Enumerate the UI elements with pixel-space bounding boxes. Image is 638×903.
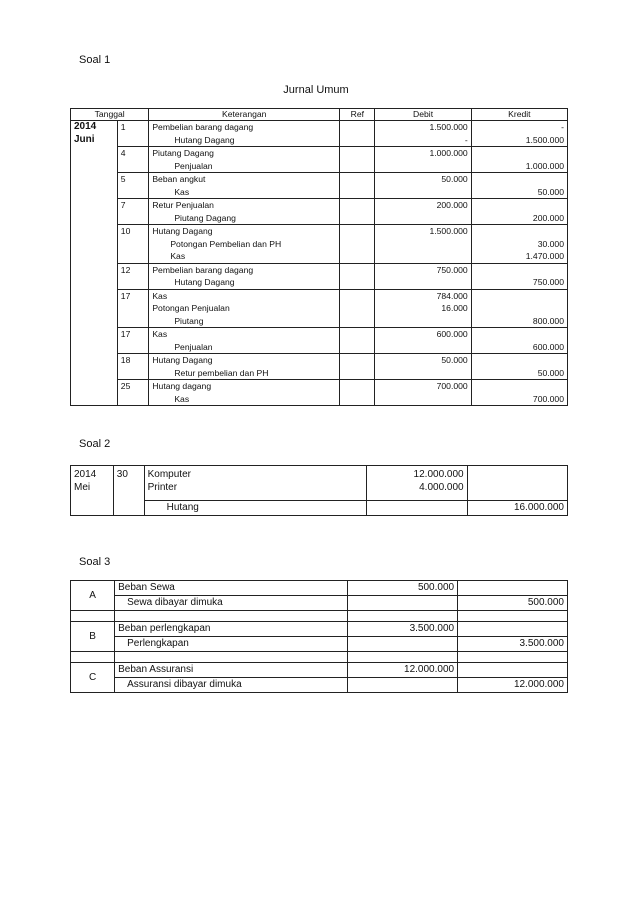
journal-year: 2014 (74, 121, 97, 132)
journal-line-debit (378, 212, 467, 225)
journal-ref (340, 263, 375, 289)
journal-line-text: Hutang dagang (152, 381, 212, 391)
journal-line-text: Kas (152, 329, 168, 339)
journal-credit (471, 354, 567, 380)
journal-line-debit: 1.000.000 (429, 148, 468, 158)
journal-month: Juni (74, 133, 95, 145)
journal-line-text: Hutang Dagang (174, 277, 235, 287)
soal3-empty-cell (348, 678, 458, 693)
journal-line-credit (475, 147, 564, 160)
journal-line-debit: 750.000 (436, 264, 468, 275)
journal-line-credit: 1.470.000 (525, 251, 564, 261)
soal2-row (71, 466, 568, 501)
journal-line-text: Pembelian barang dagang (152, 264, 254, 275)
soal3-group-label: C (71, 663, 115, 693)
journal-credit (471, 147, 567, 173)
journal-line-credit (475, 199, 564, 212)
soal2-credit-text: Hutang (144, 501, 367, 516)
soal2-debit-text: Printer (147, 481, 178, 493)
journal-line-debit: 600.000 (436, 329, 468, 339)
soal3-credit-row (71, 637, 568, 652)
journal-line-credit: 1.000.000 (525, 160, 564, 171)
journal-day: 25 (117, 380, 149, 406)
soal2-debit-amount: 12.000.000 (413, 469, 464, 480)
header-ref: Ref (340, 109, 375, 121)
journal-line-debit: 50.000 (441, 355, 468, 365)
journal-day: 17 (117, 328, 149, 354)
journal-line-text: Hutang Dagang (152, 355, 213, 365)
journal-row (71, 328, 568, 354)
journal-line-debit (378, 276, 467, 289)
journal-ref (340, 354, 375, 380)
journal-line-credit: 700.000 (532, 393, 564, 404)
journal-description (149, 199, 340, 225)
journal-description (149, 289, 340, 328)
journal-day: 5 (117, 173, 149, 199)
journal-debit (375, 199, 471, 225)
soal2-date (71, 466, 114, 516)
journal-line-credit (475, 302, 564, 315)
soal3-spacer-cell (115, 611, 348, 622)
journal-line-text: Piutang Dagang (152, 148, 214, 158)
journal-line-debit: 16.000 (441, 303, 468, 313)
journal-line-debit: 200.000 (436, 200, 468, 210)
soal3-spacer-cell (458, 611, 568, 622)
journal-day: 1 (117, 121, 149, 147)
journal-debit (375, 147, 471, 173)
journal-line-text: Retur pembelian dan PH (174, 367, 269, 378)
soal3-debit-text: Beban perlengkapan (115, 622, 348, 637)
journal-line-credit: 1.500.000 (525, 134, 564, 145)
soal2-credit-amount: 16.000.000 (467, 501, 567, 516)
journal-line-text: Pembelian barang dagang (152, 122, 254, 132)
journal-row (71, 289, 568, 328)
journal-line-credit: 800.000 (532, 315, 564, 326)
journal-line-text: Penjualan (174, 341, 213, 352)
journal-line-text: Retur Penjualan (152, 200, 214, 210)
journal-ref (340, 380, 375, 406)
journal-line-credit: 30.000 (537, 238, 564, 249)
soal2-month: Mei (74, 481, 91, 493)
journal-credit (471, 199, 567, 225)
soal3-credit-text: Sewa dibayar dimuka (115, 596, 348, 611)
journal-description (149, 380, 340, 406)
journal-line-text: Kas (174, 186, 190, 197)
journal-row (71, 199, 568, 225)
soal2-debit-amounts (367, 466, 467, 501)
journal-credit (471, 173, 567, 199)
journal-line-credit: 200.000 (532, 212, 564, 223)
soal3-empty-cell (458, 622, 568, 637)
journal-day: 12 (117, 263, 149, 289)
journal-credit (471, 328, 567, 354)
journal-description (149, 121, 340, 147)
journal-line-debit (378, 393, 467, 406)
journal-line-credit: 600.000 (532, 341, 564, 352)
journal-debit (375, 121, 471, 147)
journal-line-debit (378, 315, 467, 328)
journal-line-credit (475, 354, 564, 367)
soal3-empty-cell (348, 596, 458, 611)
journal-line-debit: 1.500.000 (429, 226, 468, 236)
journal-debit (375, 263, 471, 289)
journal-line-text: Kas (170, 251, 186, 261)
journal-line-debit: - (464, 134, 468, 145)
header-tanggal: Tanggal (71, 109, 149, 121)
soal3-spacer-row (71, 611, 568, 622)
journal-line-credit (475, 225, 564, 238)
journal-line-debit: 1.500.000 (429, 122, 468, 132)
journal-description (149, 354, 340, 380)
soal3-spacer-cell (348, 652, 458, 663)
soal3-debit-amount: 12.000.000 (348, 663, 458, 678)
journal-debit (375, 289, 471, 328)
soal3-heading: Soal 3 (79, 556, 111, 568)
journal-line-debit: 50.000 (441, 174, 468, 184)
journal-line-text: Beban angkut (152, 174, 206, 184)
soal1-heading: Soal 1 (79, 54, 111, 66)
journal-debit (375, 354, 471, 380)
soal2-debit-text: Komputer (147, 469, 191, 480)
header-keterangan: Keterangan (149, 109, 340, 121)
header-kredit: Kredit (471, 109, 567, 121)
journal-description (149, 173, 340, 199)
journal-debit (375, 225, 471, 264)
journal-line-debit (378, 238, 467, 251)
journal-header-row (71, 109, 568, 121)
soal3-group-label: A (71, 581, 115, 611)
soal3-empty-cell (348, 637, 458, 652)
journal-row (71, 354, 568, 380)
journal-row (71, 121, 568, 147)
journal-line-text: Kas (152, 290, 168, 301)
journal-debit (375, 328, 471, 354)
soal3-debit-text: Beban Assuransi (115, 663, 348, 678)
journal-ref (340, 199, 375, 225)
journal-line-credit: - (561, 122, 564, 132)
soal3-debit-text: Beban Sewa (115, 581, 348, 596)
soal3-debit-row (71, 663, 568, 678)
journal-credit (471, 121, 567, 147)
soal3-group-label: B (71, 622, 115, 652)
journal-line-credit (475, 328, 564, 341)
journal-description (149, 263, 340, 289)
journal-line-debit (378, 250, 467, 263)
soal3-debit-row (71, 622, 568, 637)
journal-line-debit (378, 367, 467, 380)
journal-line-text: Penjualan (174, 160, 213, 171)
journal-row (71, 380, 568, 406)
journal-debit (375, 173, 471, 199)
header-debit: Debit (375, 109, 471, 121)
journal-ref (340, 289, 375, 328)
journal-ref (340, 147, 375, 173)
journal-line-credit (475, 290, 564, 303)
journal-line-text: Piutang Dagang (174, 212, 236, 223)
soal3-debit-row (71, 581, 568, 596)
journal-line-credit (475, 173, 564, 186)
journal-credit (471, 380, 567, 406)
journal-line-text: Kas (174, 393, 190, 404)
journal-day: 17 (117, 289, 149, 328)
journal-line-text: Piutang (174, 315, 204, 326)
journal-ref (340, 173, 375, 199)
soal3-spacer-cell (71, 652, 115, 663)
journal-row (71, 173, 568, 199)
journal-body (71, 121, 568, 406)
journal-day: 10 (117, 225, 149, 264)
journal-line-text: Potongan Penjualan (152, 303, 230, 313)
soal2-heading: Soal 2 (79, 438, 111, 450)
journal-line-debit (378, 341, 467, 354)
soal2-credit-empty-debit (367, 501, 467, 516)
journal-day: 4 (117, 147, 149, 173)
soal3-spacer-row (71, 652, 568, 663)
journal-line-credit: 50.000 (537, 186, 564, 197)
journal-line-text: Hutang Dagang (152, 226, 213, 236)
soal2-credit-row (71, 501, 568, 516)
soal3-credit-amount: 12.000.000 (458, 678, 568, 693)
journal-ref (340, 328, 375, 354)
journal-credit (471, 263, 567, 289)
journal-line-debit: 784.000 (436, 290, 468, 301)
soal2-table (70, 465, 568, 516)
journal-ref (340, 225, 375, 264)
journal-ref (340, 121, 375, 147)
journal-line-credit (475, 380, 564, 393)
journal-year-month (71, 121, 118, 406)
journal-credit (471, 289, 567, 328)
soal2-credit-empty (467, 466, 567, 501)
journal-line-credit: 50.000 (537, 367, 564, 378)
journal-row (71, 147, 568, 173)
journal-credit (471, 225, 567, 264)
soal3-credit-text: Perlengkapan (115, 637, 348, 652)
soal3-credit-amount: 500.000 (458, 596, 568, 611)
soal3-table (70, 580, 568, 693)
journal-description (149, 328, 340, 354)
journal-description (149, 147, 340, 173)
journal-debit (375, 380, 471, 406)
soal3-spacer-cell (115, 652, 348, 663)
journal-day: 7 (117, 199, 149, 225)
journal-line-text: Hutang Dagang (174, 134, 235, 145)
soal2-day: 30 (113, 466, 144, 516)
soal2-debit-accounts (144, 466, 367, 501)
soal3-credit-row (71, 596, 568, 611)
journal-line-debit: 700.000 (436, 381, 468, 391)
soal3-body (71, 581, 568, 693)
journal-line-debit (378, 186, 467, 199)
journal-table (70, 108, 568, 406)
soal3-credit-text: Assuransi dibayar dimuka (115, 678, 348, 693)
soal3-credit-amount: 3.500.000 (458, 637, 568, 652)
journal-row (71, 263, 568, 289)
soal2-debit-amount: 4.000.000 (419, 481, 464, 493)
soal3-debit-amount: 500.000 (348, 581, 458, 596)
journal-day: 18 (117, 354, 149, 380)
journal-line-credit (475, 264, 564, 277)
soal3-spacer-cell (71, 611, 115, 622)
journal-line-debit (378, 160, 467, 173)
journal-line-credit: 750.000 (532, 277, 564, 287)
journal-title: Jurnal Umum (283, 84, 349, 96)
journal-line-text: Potongan Pembelian dan PH (170, 238, 282, 249)
soal3-credit-row (71, 678, 568, 693)
soal3-spacer-cell (348, 611, 458, 622)
soal2-year: 2014 (74, 469, 97, 480)
soal3-spacer-cell (458, 652, 568, 663)
soal3-debit-amount: 3.500.000 (348, 622, 458, 637)
journal-row (71, 225, 568, 264)
journal-description (149, 225, 340, 264)
soal3-empty-cell (458, 581, 568, 596)
soal3-empty-cell (458, 663, 568, 678)
